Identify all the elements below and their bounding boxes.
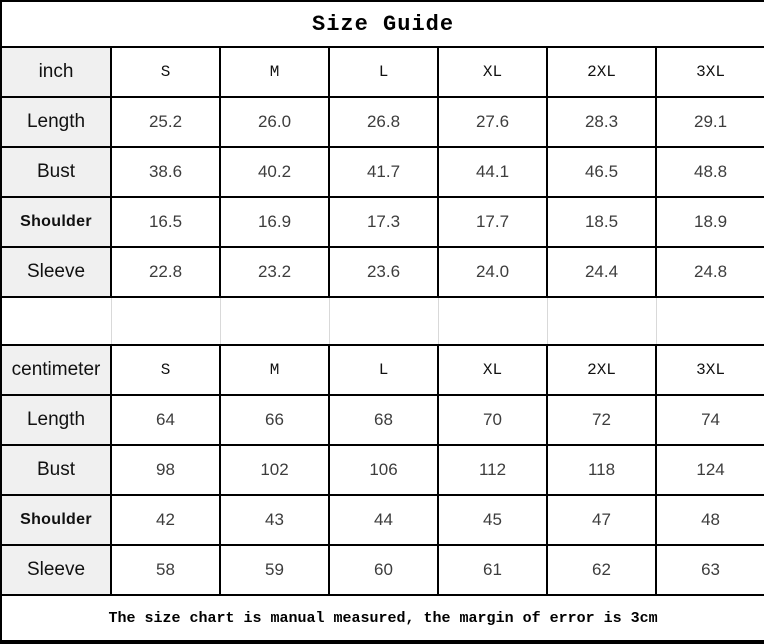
value-cell: 18.9 [656,197,764,247]
value-cell: 17.7 [438,197,547,247]
row-label: Sleeve [1,247,111,297]
spacer-cell [656,297,764,345]
value-cell: 26.8 [329,97,438,147]
size-header: S [111,345,220,395]
spacer-cell [220,297,329,345]
value-cell: 24.4 [547,247,656,297]
table-row-inch-sleeve [1,247,764,297]
value-cell: 16.9 [220,197,329,247]
size-header: M [220,345,329,395]
value-cell: 118 [547,445,656,495]
value-cell: 64 [111,395,220,445]
value-cell: 106 [329,445,438,495]
value-cell: 38.6 [111,147,220,197]
size-header: 3XL [656,47,764,97]
unit-label-inch: inch [1,47,111,97]
spacer-cell [438,297,547,345]
table-row-inch-length [1,97,764,147]
value-cell: 17.3 [329,197,438,247]
value-cell: 72 [547,395,656,445]
value-cell: 24.8 [656,247,764,297]
value-cell: 74 [656,395,764,445]
row-label: Sleeve [1,545,111,595]
value-cell: 43 [220,495,329,545]
value-cell: 42 [111,495,220,545]
spacer-cell [329,297,438,345]
footer-row [1,595,764,642]
inch-header-row [1,47,764,97]
table-row-inch-bust [1,147,764,197]
size-header: 3XL [656,345,764,395]
value-cell: 18.5 [547,197,656,247]
value-cell: 40.2 [220,147,329,197]
value-cell: 25.2 [111,97,220,147]
title-row [1,1,764,47]
table-row-cm-length [1,395,764,445]
table-row-inch-shoulder [1,197,764,247]
value-cell: 24.0 [438,247,547,297]
row-label: Bust [1,445,111,495]
spacer-cell [547,297,656,345]
row-label: Shoulder [1,495,111,545]
value-cell: 102 [220,445,329,495]
value-cell: 68 [329,395,438,445]
size-header: XL [438,47,547,97]
footer-note: The size chart is manual measured, the margin of error is 3cm [1,595,764,642]
spacer-cell [1,297,111,345]
value-cell: 48.8 [656,147,764,197]
row-label: Shoulder [1,197,111,247]
table-row-cm-bust [1,445,764,495]
value-cell: 48 [656,495,764,545]
value-cell: 44.1 [438,147,547,197]
value-cell: 27.6 [438,97,547,147]
value-cell: 61 [438,545,547,595]
row-label: Bust [1,147,111,197]
value-cell: 66 [220,395,329,445]
value-cell: 26.0 [220,97,329,147]
value-cell: 98 [111,445,220,495]
value-cell: 28.3 [547,97,656,147]
value-cell: 23.2 [220,247,329,297]
spacer-row [1,297,764,345]
row-label: Length [1,395,111,445]
value-cell: 47 [547,495,656,545]
value-cell: 124 [656,445,764,495]
size-header: L [329,47,438,97]
value-cell: 46.5 [547,147,656,197]
value-cell: 23.6 [329,247,438,297]
value-cell: 29.1 [656,97,764,147]
unit-label-centimeter: centimeter [1,345,111,395]
value-cell: 59 [220,545,329,595]
size-header: S [111,47,220,97]
value-cell: 16.5 [111,197,220,247]
table-row-cm-shoulder [1,495,764,545]
size-header: L [329,345,438,395]
value-cell: 112 [438,445,547,495]
size-header: 2XL [547,47,656,97]
size-header: XL [438,345,547,395]
value-cell: 44 [329,495,438,545]
value-cell: 45 [438,495,547,545]
value-cell: 70 [438,395,547,445]
row-label: Length [1,97,111,147]
value-cell: 60 [329,545,438,595]
value-cell: 41.7 [329,147,438,197]
value-cell: 63 [656,545,764,595]
value-cell: 22.8 [111,247,220,297]
table-row-cm-sleeve [1,545,764,595]
value-cell: 58 [111,545,220,595]
value-cell: 62 [547,545,656,595]
size-header: M [220,47,329,97]
spacer-cell [111,297,220,345]
size-header: 2XL [547,345,656,395]
cm-header-row [1,345,764,395]
page-title: Size Guide [1,1,764,47]
